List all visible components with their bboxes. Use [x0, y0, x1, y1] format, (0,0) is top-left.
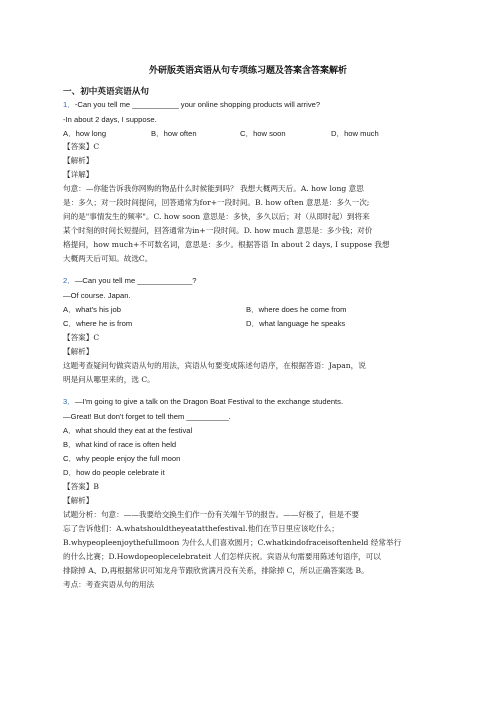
- question-2-option-c: C．where he is from: [63, 319, 133, 328]
- question-1-option-a: A．how long: [63, 129, 107, 138]
- question-3-answer: 【答案】B: [63, 482, 99, 491]
- question-3-option-c: C．why people enjoy the full moon: [63, 454, 181, 463]
- question-3-option-b: B．what kind of race is often held: [63, 440, 177, 449]
- question-1-explanation-line: 大概两天后可知。故选C。: [63, 254, 153, 263]
- question-3-reply: —Great! But don't forget to tell them __________.: [63, 412, 231, 421]
- question-2-explanation-line: 明是问从哪里来的，选 C。: [63, 375, 155, 384]
- question-1-explanation-line: 某个时刻的时间长短提问，回答通常为in+一段时间。D. how much 意思是：多少钱；对价: [63, 226, 373, 235]
- question-3-explanation-line: 忘了告诉他们：A.whatshouldtheyeatatthefestival.他们在节日里应该吃什么；: [63, 524, 339, 533]
- question-3-option-a: A．what should they eat at the festival: [63, 426, 193, 435]
- question-3-number: 3．: [63, 397, 75, 406]
- question-1-detail-label: 【详解】: [63, 170, 94, 179]
- question-2-option-b: B．where does he come from: [246, 305, 347, 314]
- question-3-explanation-line: 试题分析：句意：——我要给交换生们作一份有关端午节的报告。——好极了，但是不要: [63, 510, 360, 519]
- page-title: 外研版英语宾语从句专项练习题及答案含答案解析: [148, 66, 347, 76]
- question-1-analysis-label: 【解析】: [63, 156, 94, 165]
- question-3: [63, 397, 343, 407]
- question-1-number: 1．: [63, 100, 75, 109]
- question-1-stem: -Can you tell me ___________ your online shopping products will arrive?: [74, 100, 321, 109]
- section-heading: 一、初中英语宾语从句: [63, 87, 149, 97]
- question-2-stem: —Can you tell me _____________?: [74, 276, 197, 285]
- question-2-number: 2．: [63, 276, 75, 285]
- question-2-option-a: A．what's his job: [63, 305, 122, 314]
- question-2-explanation-line: 这题考查疑问句做宾语从句的用法，宾语从句要变成陈述句语序，在根据答语：Japan，说: [63, 361, 366, 370]
- question-1-option-c: C．how soon: [240, 129, 286, 138]
- question-3-option-d: D．how do people celebrate it: [63, 468, 165, 477]
- question-2-answer: 【答案】C: [63, 333, 100, 342]
- question-1-reply: -In about 2 days, I suppose.: [63, 115, 157, 124]
- question-2-analysis-label: 【解析】: [63, 347, 94, 356]
- question-2-reply: —Of course. Japan.: [63, 291, 131, 300]
- question-2: [63, 276, 196, 286]
- question-3-analysis-label: 【解析】: [63, 496, 94, 505]
- question-1-explanation-line: 问的是"事情发生的频率"。C. how soon 意思是：多快，多久以后；对（从即时起）到将来: [63, 212, 370, 221]
- question-3-explanation-line: 考点：考查宾语从句的用法: [63, 580, 155, 589]
- question-3-explanation-line: B.whypeopleenjoythefullmoon 为什么人们喜欢圆月；C.whatkindofraceisoftenheld 经常举行: [63, 538, 402, 547]
- question-3-stem: —I'm going to give a talk on the Dragon Boat Festival to the exchange students.: [74, 397, 344, 406]
- question-3-explanation-line: 的什么比赛；D.Howdopeoplecelebrateit 人们怎样庆祝。宾语从句需要用陈述句语序，可以: [63, 552, 381, 561]
- question-1-explanation-line: 是：多久；对一段时间提问，回答通常为for+一段时间。B. how often 意思是：多久一次;: [63, 198, 370, 207]
- question-1-option-d: D．how much: [331, 129, 379, 138]
- question-1-option-b: B．how often: [151, 129, 197, 138]
- question-1: [63, 100, 320, 110]
- question-3-explanation-line: 排除掉 A、D,再根据常识可知龙舟节跟欣赏满月没有关系，排除掉 C，所以正确答案选 B。: [63, 566, 369, 575]
- question-1-explanation-line: 格提问，how much+不可数名词，意思是：多少。根据答语 In about 2 days, I suppose 我想: [63, 240, 390, 249]
- question-2-option-d: D．what language he speaks: [246, 319, 346, 328]
- question-1-answer: 【答案】C: [63, 142, 100, 151]
- question-1-explanation-line: 句意：—你能告诉我你网购的物品什么时候能到吗？ 我想大概两天后。A. how long 意思: [63, 184, 364, 193]
